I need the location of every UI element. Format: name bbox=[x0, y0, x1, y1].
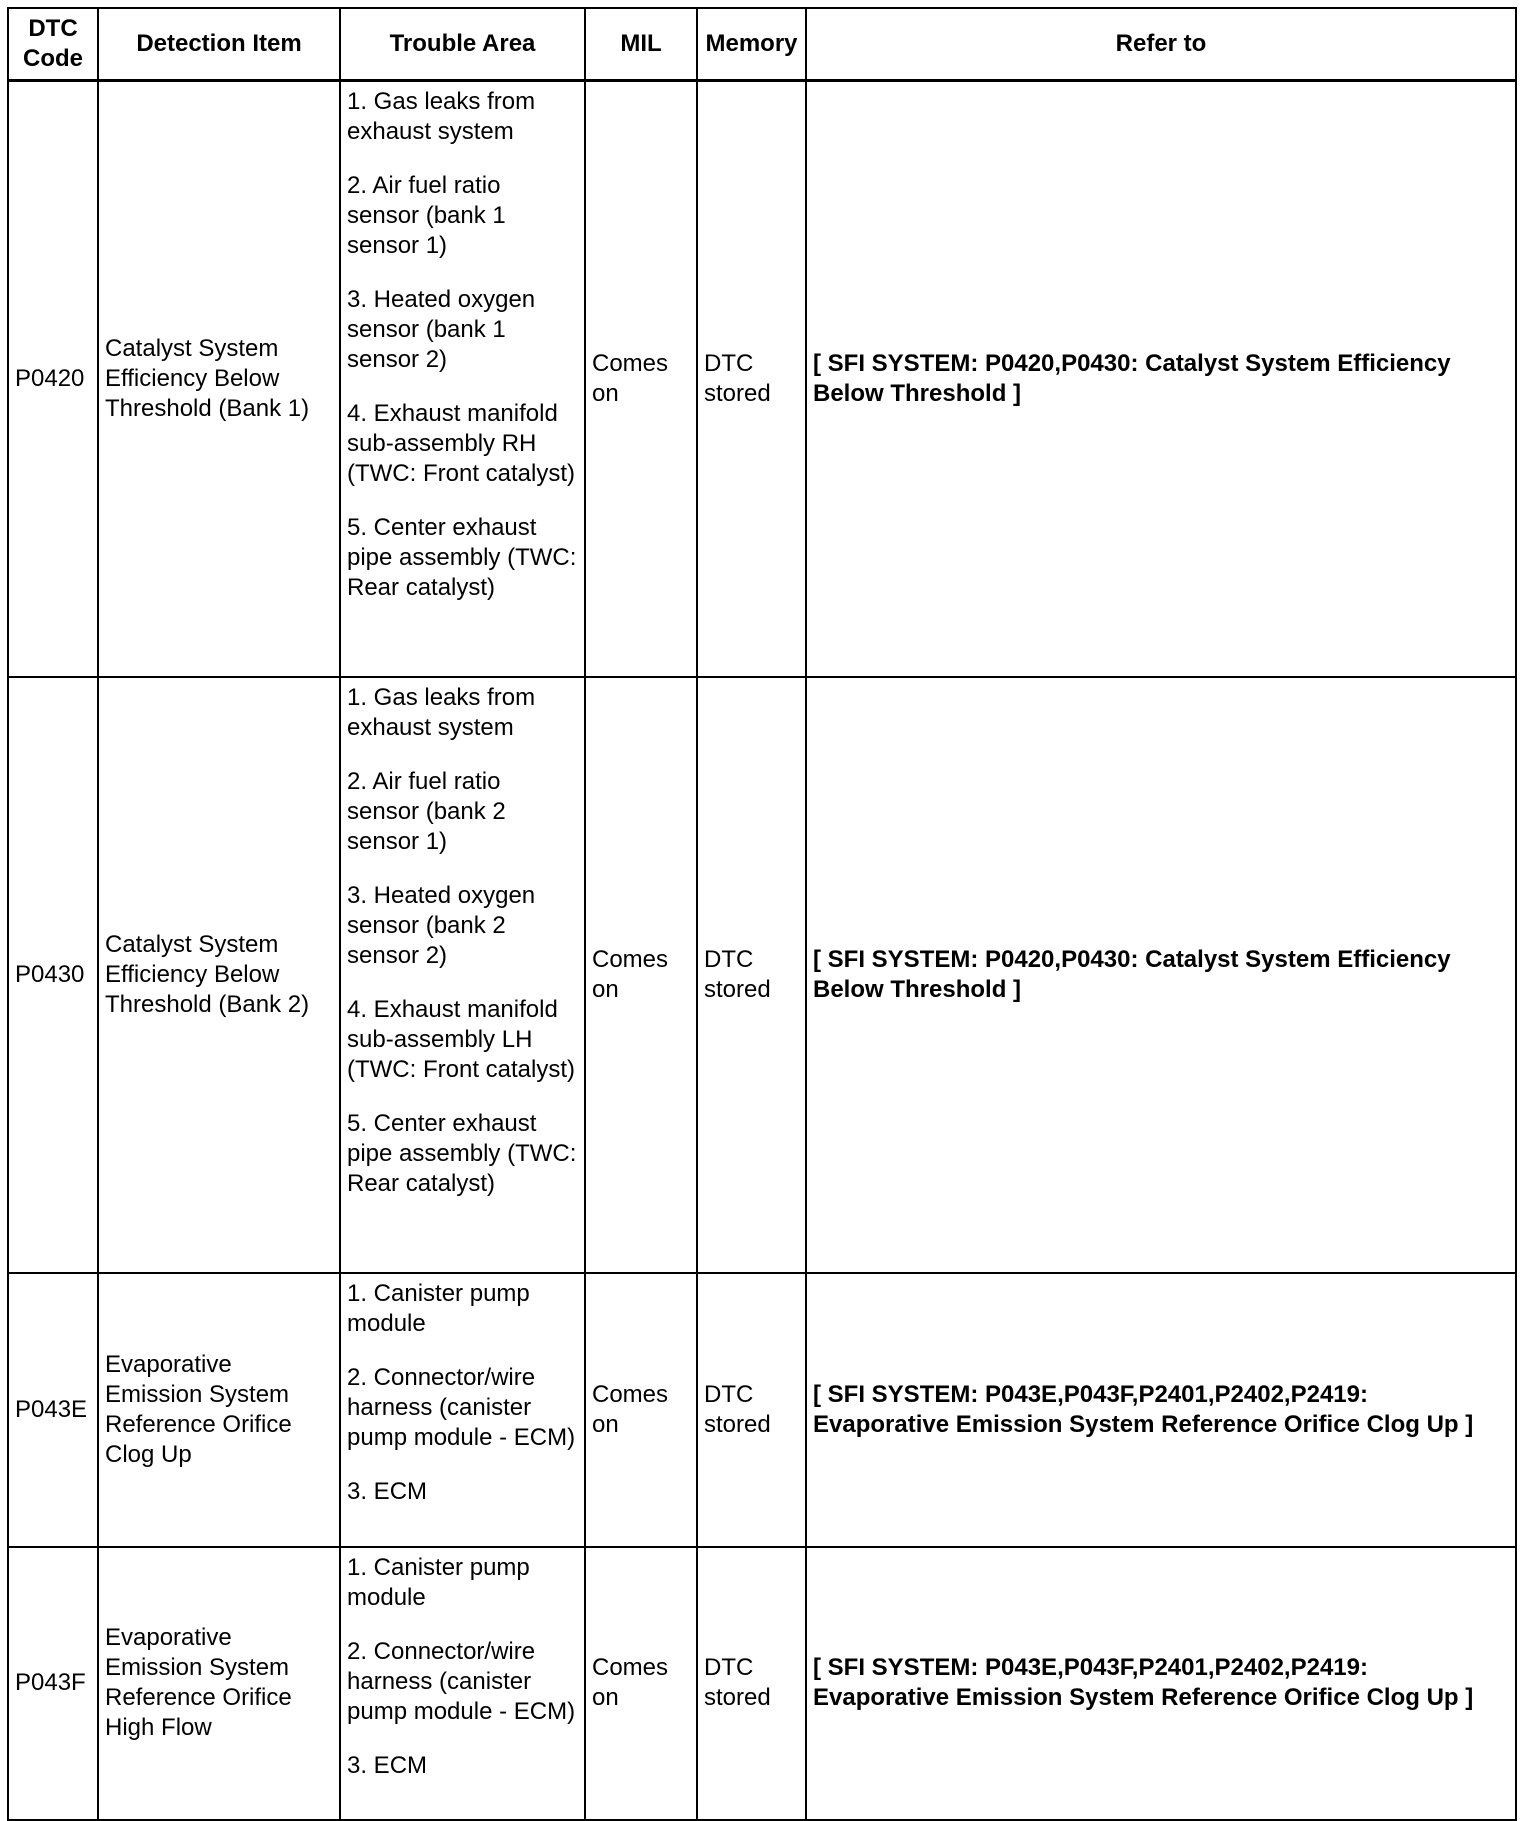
detection-item-cell: Catalyst System Efficiency Below Threshold (Bank 2) bbox=[98, 677, 340, 1273]
header-memory: Memory bbox=[697, 8, 806, 81]
trouble-area-item: 3. ECM bbox=[347, 1751, 428, 1779]
refer-to-link[interactable]: [ SFI SYSTEM: P043E,P043F,P2401,P2402,P2419: Evaporative Emission System Reference Orifice Clog Up ] bbox=[806, 1273, 1516, 1547]
header-mil: MIL bbox=[585, 8, 697, 81]
trouble-area-item: 5. Center exhaust pipe assembly (TWC: Rear catalyst) bbox=[347, 514, 577, 601]
trouble-area-item: 1. Canister pump module bbox=[347, 1553, 530, 1611]
dtc-table bbox=[7, 7, 1517, 1821]
header-trouble-area: Trouble Area bbox=[340, 8, 585, 81]
table-row bbox=[8, 1273, 1516, 1547]
trouble-area-item: 2. Air fuel ratio sensor (bank 1 sensor 1) bbox=[347, 172, 506, 259]
refer-to-link[interactable]: [ SFI SYSTEM: P0420,P0430: Catalyst System Efficiency Below Threshold ] bbox=[806, 677, 1516, 1273]
memory-cell: DTC stored bbox=[697, 1547, 806, 1820]
detection-item-cell: Evaporative Emission System Reference Orifice High Flow bbox=[98, 1547, 340, 1820]
header-detection-item: Detection Item bbox=[98, 8, 340, 81]
trouble-area-item: 5. Center exhaust pipe assembly (TWC: Rear catalyst) bbox=[347, 1109, 577, 1197]
trouble-area-cell bbox=[340, 1273, 585, 1547]
dtc-code-cell: P043E bbox=[8, 1273, 98, 1547]
memory-cell: DTC stored bbox=[697, 677, 806, 1273]
dtc-code-cell: P0430 bbox=[8, 677, 98, 1273]
table-row bbox=[8, 677, 1516, 1273]
table-row bbox=[8, 81, 1516, 677]
trouble-area-item: 4. Exhaust manifold sub-assembly RH (TWC: Front catalyst) bbox=[347, 400, 576, 487]
memory-cell: DTC stored bbox=[697, 1273, 806, 1547]
trouble-area-item: 1. Gas leaks from exhaust system bbox=[347, 683, 536, 741]
trouble-area-item: 2. Connector/wire harness (canister pump module - ECM) bbox=[347, 1363, 576, 1451]
trouble-area-item: 3. Heated oxygen sensor (bank 2 sensor 2) bbox=[347, 881, 536, 969]
trouble-area-item: 1. Canister pump module bbox=[347, 1279, 530, 1337]
header-dtc-code: DTC Code bbox=[8, 8, 98, 81]
mil-cell: Comes on bbox=[585, 1547, 697, 1820]
trouble-area-cell bbox=[340, 1547, 585, 1820]
dtc-table-container bbox=[7, 7, 1517, 1821]
trouble-area-cell bbox=[340, 677, 585, 1273]
refer-to-link[interactable]: [ SFI SYSTEM: P043E,P043F,P2401,P2402,P2419: Evaporative Emission System Reference Orifice Clog Up ] bbox=[806, 1547, 1516, 1820]
detection-item-cell: Evaporative Emission System Reference Orifice Clog Up bbox=[98, 1273, 340, 1547]
refer-to-link[interactable]: [ SFI SYSTEM: P0420,P0430: Catalyst System Efficiency Below Threshold ] bbox=[806, 81, 1516, 677]
memory-cell: DTC stored bbox=[697, 81, 806, 677]
trouble-area-item: 3. ECM bbox=[347, 1477, 428, 1505]
dtc-code-cell: P043F bbox=[8, 1547, 98, 1820]
dtc-code-cell: P0420 bbox=[8, 81, 98, 677]
header-refer-to: Refer to bbox=[806, 8, 1516, 81]
trouble-area-item: 3. Heated oxygen sensor (bank 1 sensor 2) bbox=[347, 286, 536, 373]
mil-cell: Comes on bbox=[585, 677, 697, 1273]
trouble-area-item: 2. Connector/wire harness (canister pump module - ECM) bbox=[347, 1637, 576, 1725]
trouble-area-item: 1. Gas leaks from exhaust system bbox=[347, 88, 536, 145]
trouble-area-item: 4. Exhaust manifold sub-assembly LH (TWC: Front catalyst) bbox=[347, 995, 576, 1083]
table-row bbox=[8, 1547, 1516, 1820]
mil-cell: Comes on bbox=[585, 81, 697, 677]
header-row bbox=[8, 8, 1516, 81]
detection-item-cell: Catalyst System Efficiency Below Threshold (Bank 1) bbox=[98, 81, 340, 677]
trouble-area-item: 2. Air fuel ratio sensor (bank 2 sensor 1) bbox=[347, 767, 506, 855]
mil-cell: Comes on bbox=[585, 1273, 697, 1547]
trouble-area-cell bbox=[340, 81, 585, 677]
